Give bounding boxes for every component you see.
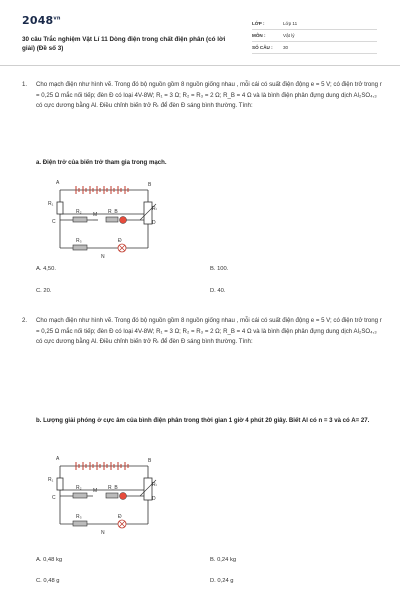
label-m: M bbox=[93, 212, 98, 218]
resistor-rb bbox=[106, 217, 118, 222]
option-2a[interactable]: A. 0,48 kg bbox=[36, 557, 63, 563]
label-r1: R₁ bbox=[48, 201, 54, 207]
circuit-diagram-1 bbox=[48, 180, 163, 260]
meta-class-value: Lớp 11 bbox=[283, 21, 298, 26]
meta-subject bbox=[252, 30, 377, 42]
resistor-r3 bbox=[73, 521, 87, 526]
label-a: A bbox=[56, 180, 60, 186]
label-r1: R₁ bbox=[48, 477, 54, 483]
question-2-sub: b. Lượng giải phóng ở cực âm của bình điện phân trong thời gian 1 giờ 4 phút 20 giây. Biết Al có n = 3 và có A= 27. bbox=[36, 417, 370, 424]
label-r3: R₃ bbox=[76, 238, 82, 244]
label-b: B bbox=[148, 458, 152, 464]
resistor-r2 bbox=[73, 493, 87, 498]
meta-class bbox=[252, 18, 377, 30]
option-1c[interactable]: C. 20. bbox=[36, 288, 52, 294]
label-m: M bbox=[93, 488, 98, 494]
label-r2: R₂ bbox=[76, 209, 82, 215]
resistor-r2 bbox=[73, 217, 87, 222]
question-1 bbox=[22, 80, 384, 112]
variable-resistor bbox=[144, 478, 152, 500]
question-number: 2. bbox=[22, 317, 28, 324]
label-lamp: Đ bbox=[118, 514, 122, 520]
label-c: C bbox=[52, 219, 56, 225]
label-rt: Rₜ bbox=[152, 482, 158, 488]
label-lamp: Đ bbox=[118, 238, 122, 244]
option-1d[interactable]: D. 40. bbox=[210, 288, 226, 294]
meta-count-value: 30 bbox=[283, 45, 289, 50]
question-number: 1. bbox=[22, 81, 28, 88]
meta-count-label: SỐ CÂU : bbox=[252, 45, 273, 50]
circuit-diagram-2 bbox=[48, 456, 163, 536]
label-n: N bbox=[101, 254, 105, 260]
option-1b[interactable]: B. 100. bbox=[210, 266, 229, 272]
resistor-r3 bbox=[73, 245, 87, 250]
variable-resistor bbox=[144, 202, 152, 224]
label-rb: R_B bbox=[108, 209, 118, 215]
page-title: 30 câu Trắc nghiệm Vật Lí 11 Dòng điện trong chất điện phân (có lời giải) (Đề số 3) bbox=[22, 36, 226, 52]
resistor-r1 bbox=[57, 478, 63, 490]
electrolytic-cell bbox=[120, 493, 127, 500]
label-c: C bbox=[52, 495, 56, 501]
option-2c[interactable]: C. 0,48 g bbox=[36, 578, 60, 584]
option-2d[interactable]: D. 0,24 g bbox=[210, 578, 234, 584]
meta-class-label: LỚP : bbox=[252, 21, 265, 26]
label-a: A bbox=[56, 456, 60, 462]
label-b: B bbox=[148, 182, 152, 188]
meta-count bbox=[252, 42, 377, 54]
resistor-rb bbox=[106, 493, 118, 498]
option-1a[interactable]: A. 4,50. bbox=[36, 266, 56, 272]
question-1-sub: a. Điện trở của biến trở tham gia trong mạch. bbox=[36, 159, 167, 166]
electrolytic-cell bbox=[120, 217, 127, 224]
meta-subject-value: Vật lý bbox=[283, 33, 295, 38]
meta-info bbox=[252, 18, 377, 54]
label-d: D bbox=[152, 496, 156, 502]
site-logo[interactable]: $2048^{vn}$ bbox=[22, 14, 61, 27]
label-rt: Rₜ bbox=[152, 206, 158, 212]
header-divider bbox=[0, 65, 400, 66]
label-d: D bbox=[152, 220, 156, 226]
resistor-r1 bbox=[57, 202, 63, 214]
meta-subject-label: MÔN : bbox=[252, 33, 266, 38]
option-2b[interactable]: B. 0,24 kg bbox=[210, 557, 237, 563]
label-r3: R₃ bbox=[76, 514, 82, 520]
label-n: N bbox=[101, 530, 105, 536]
question-text: Cho mạch điện như hình vẽ. Trong đó bộ nguồn gồm 8 nguồn giống nhau , mỗi cái có suất điện động e = 5 V; có điện trở trong r = 0,25 Ω mắc nối tiếp; đèn Đ có loại 4V-8W; R₁ = 3 Ω; R₂ = R₃ = 2 Ω; R_B = 4 Ω và là bình điện phân đựng dung dịch Al₂SO₄,₃ có cực dương bằng Al. Điều chỉnh biến trở Rₜ để đèn Đ sáng bình thường. Tính: bbox=[36, 317, 382, 345]
question-2 bbox=[22, 316, 384, 348]
label-rb: R_B bbox=[108, 485, 118, 491]
label-r2: R₂ bbox=[76, 485, 82, 491]
question-text: Cho mạch điện như hình vẽ. Trong đó bộ nguồn gồm 8 nguồn giống nhau , mỗi cái có suất điện động e = 5 V; có điện trở trong r = 0,25 Ω mắc nối tiếp; đèn Đ có loại 4V-8W; R₁ = 3 Ω; R₂ = R₃ = 2 Ω; R_B = 4 Ω và là bình điện phân đựng dung dịch Al₂SO₄,₃ có cực dương bằng Al. Điều chỉnh biến trở Rₜ để đèn Đ sáng bình thường. Tính: bbox=[36, 81, 382, 109]
